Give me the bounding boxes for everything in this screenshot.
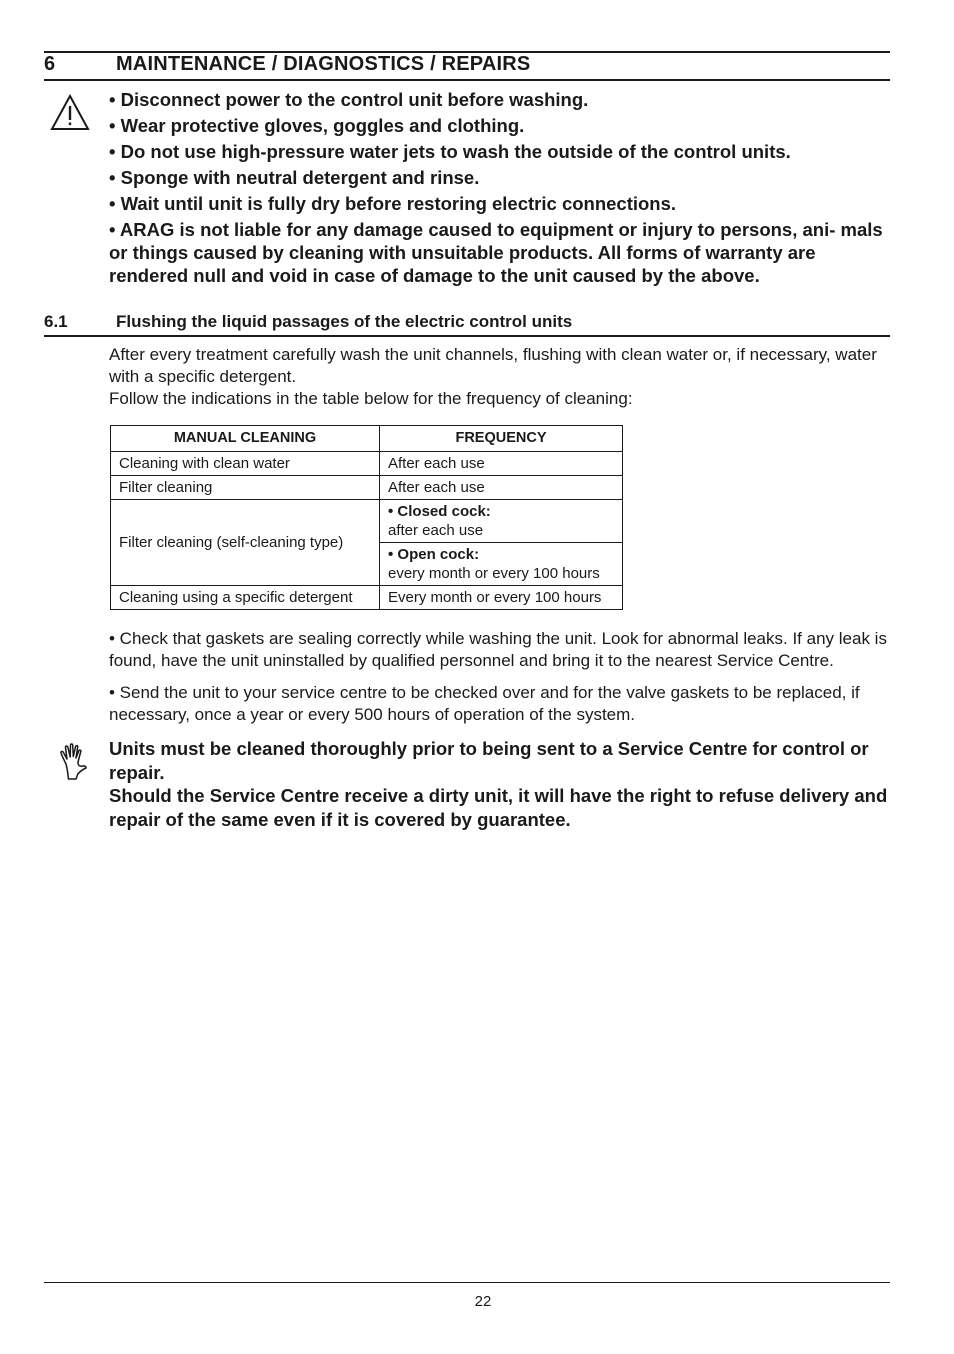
subsection-rule [44, 335, 890, 337]
column-header-cleaning: MANUAL CLEANING [111, 426, 380, 452]
gasket-note: • Check that gaskets are sealing correctly while washing the unit. Look for abnormal leaks. If any leak is found, have the unit uninstalled by qualified personnel and bring it to the nearest Service Centre. [109, 629, 887, 670]
warning-item: • Disconnect power to the control unit before washing. [109, 89, 589, 110]
warning-list [109, 88, 889, 287]
table-cell-frequency-closed [380, 500, 623, 543]
table-cell-cleaning: Cleaning with clean water [111, 452, 380, 476]
table-cell-frequency: Every month or every 100 hours [380, 586, 623, 610]
warning-item: • Wait until unit is fully dry before restoring electric connections. [109, 193, 677, 214]
table-row [111, 476, 623, 500]
subsection-number: 6.1 [44, 312, 68, 331]
table-header-row [111, 426, 623, 452]
hand-icon [56, 742, 96, 782]
caution-text [109, 737, 899, 831]
warning-item: • ARAG is not liable for any damage caused to equipment or injury to persons, ani- mals or things caused by cleaning with unsuitable products. All forms of warranty are rendered null and void in case of damage to the unit caused by the above. [109, 219, 883, 286]
table-cell-frequency: After each use [380, 452, 623, 476]
warning-item: • Sponge with neutral detergent and rinse. [109, 167, 480, 188]
table-cell-frequency: After each use [380, 476, 623, 500]
table-cell-cleaning: Filter cleaning [111, 476, 380, 500]
table-row [111, 500, 623, 543]
service-note: • Send the unit to your service centre to be checked over and for the valve gaskets to be replaced, if necessary, once a year or every 500 hours of operation of the system. [109, 683, 860, 724]
open-cock-label: • Open cock: [388, 546, 480, 563]
follow-paragraph: Follow the indications in the table below for the frequency of cleaning: [109, 389, 633, 408]
page-number: 22 [474, 1293, 492, 1310]
caution-line-2: Should the Service Centre receive a dirty unit, it will have the right to refuse delivery and repair of the same even if it is covered by guarantee. [109, 785, 888, 830]
table-cell-cleaning: Cleaning using a specific detergent [111, 586, 380, 610]
table-row [111, 586, 623, 610]
closed-cock-value: after each use [388, 522, 484, 539]
caution-line-1: Units must be cleaned thoroughly prior to being sent to a Service Centre for control or repair. [109, 738, 869, 783]
table-row [111, 452, 623, 476]
column-header-frequency: FREQUENCY [380, 426, 623, 452]
table-cell-frequency-open [380, 543, 623, 586]
footer-rule [44, 1282, 890, 1283]
section-number: 6 [44, 53, 56, 75]
intro-paragraph: After every treatment carefully wash the unit channels, flushing with clean water or, if necessary, water with a specific detergent. [109, 345, 877, 386]
cleaning-frequency-table [110, 425, 623, 610]
section-bottom-rule [44, 79, 890, 81]
section-title: MAINTENANCE / DIAGNOSTICS / REPAIRS [116, 53, 531, 75]
warning-triangle-icon [50, 94, 90, 132]
warning-item: • Wear protective gloves, goggles and clothing. [109, 115, 525, 136]
open-cock-value: every month or every 100 hours [388, 565, 600, 582]
warning-item: • Do not use high-pressure water jets to wash the outside of the control units. [109, 141, 791, 162]
subsection-title: Flushing the liquid passages of the electric control units [116, 312, 573, 331]
closed-cock-label: • Closed cock: [388, 503, 491, 520]
table-cell-cleaning: Filter cleaning (self-cleaning type) [111, 500, 380, 586]
